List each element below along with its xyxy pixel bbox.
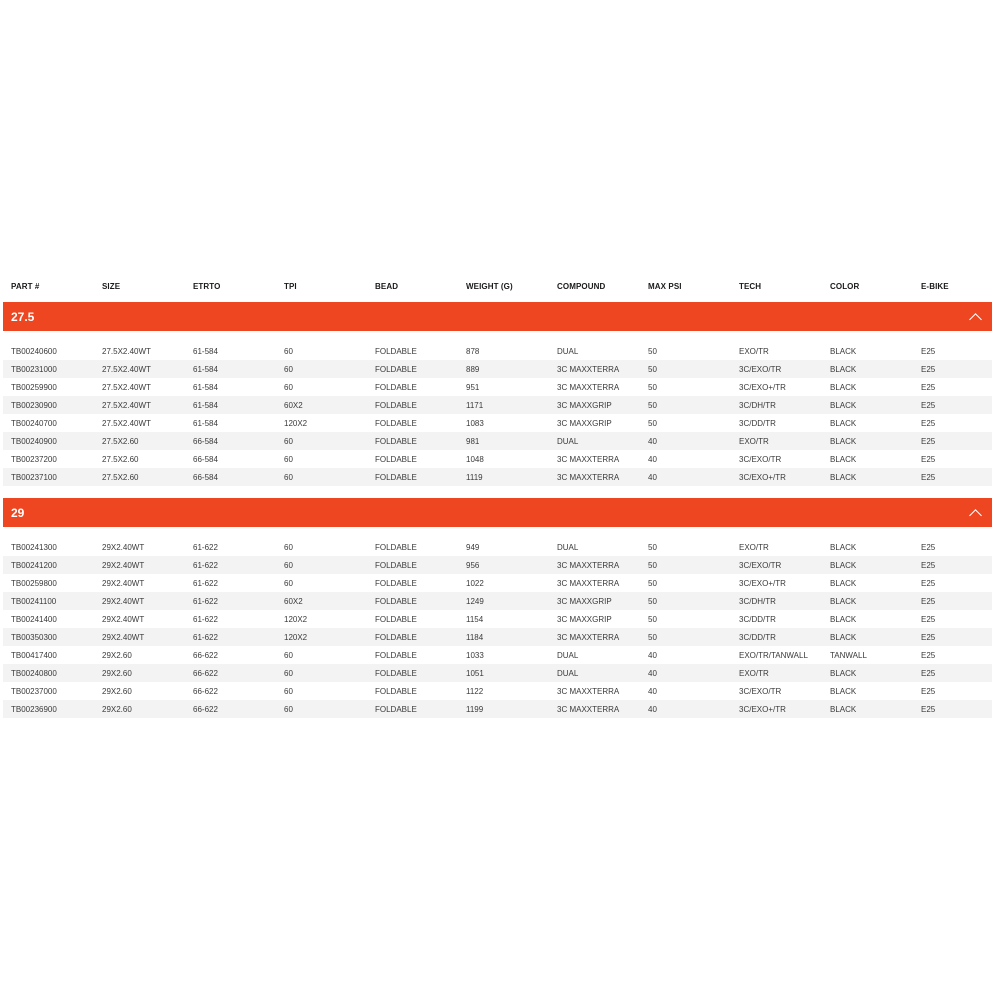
table-cell: 29X2.60 [102, 650, 132, 660]
table-cell: 29X2.60 [102, 704, 132, 714]
table-cell: BLACK [830, 454, 857, 464]
table-cell: 3C/EXO+/TR [739, 704, 786, 714]
table-cell: 1154 [466, 614, 484, 624]
table-cell: 50 [648, 560, 657, 570]
table-cell: FOLDABLE [375, 346, 417, 356]
table-cell: BLACK [830, 704, 857, 714]
table-cell: 3C MAXXTERRA [557, 632, 620, 642]
table-cell: 3C MAXXTERRA [557, 472, 620, 482]
table-cell: 120X2 [284, 418, 308, 428]
table-cell: TB00237000 [11, 686, 57, 696]
table-row [3, 396, 992, 414]
group-rows [3, 342, 992, 486]
table-cell: 66-622 [193, 668, 218, 678]
table-cell: FOLDABLE [375, 382, 417, 392]
table-cell: 3C/EXO+/TR [739, 472, 786, 482]
table-cell: 120X2 [284, 632, 308, 642]
table-cell: 60 [284, 578, 293, 588]
table-cell: TB00259900 [11, 382, 57, 392]
table-cell: E25 [921, 686, 936, 696]
table-cell: E25 [921, 560, 936, 570]
table-cell: FOLDABLE [375, 614, 417, 624]
table-cell: 50 [648, 578, 657, 588]
table-cell: 50 [648, 400, 657, 410]
tire-spec-table [3, 276, 992, 730]
column-header-compound: COMPOUND [557, 282, 606, 291]
table-cell: 1051 [466, 668, 484, 678]
table-cell: 3C/EXO/TR [739, 560, 782, 570]
table-cell: E25 [921, 542, 936, 552]
table-cell: 120X2 [284, 614, 308, 624]
table-cell: E25 [921, 704, 936, 714]
column-header-weight: WEIGHT (G) [466, 282, 513, 291]
table-cell: 1022 [466, 578, 484, 588]
table-row [3, 682, 992, 700]
group-rows [3, 538, 992, 718]
table-cell: BLACK [830, 418, 857, 428]
table-cell: 60 [284, 382, 293, 392]
table-cell: FOLDABLE [375, 542, 417, 552]
table-cell: 3C/EXO/TR [739, 686, 782, 696]
table-cell: 27.5X2.40WT [102, 382, 151, 392]
table-cell: FOLDABLE [375, 472, 417, 482]
table-row [3, 610, 992, 628]
table-cell: 1122 [466, 686, 484, 696]
table-cell: TB00240600 [11, 346, 57, 356]
table-cell: E25 [921, 650, 936, 660]
table-cell: FOLDABLE [375, 400, 417, 410]
column-header-tech: TECH [739, 282, 762, 291]
table-cell: 949 [466, 542, 480, 552]
table-cell: FOLDABLE [375, 686, 417, 696]
table-cell: 50 [648, 614, 657, 624]
table-cell: 61-622 [193, 596, 218, 606]
table-cell: 66-584 [193, 472, 218, 482]
table-row [3, 538, 992, 556]
table-cell: 3C/DD/TR [739, 418, 776, 428]
column-header-size: SIZE [102, 282, 121, 291]
table-cell: 1083 [466, 418, 484, 428]
table-cell: 889 [466, 364, 480, 374]
group-section-29 [3, 498, 992, 718]
table-cell: BLACK [830, 632, 857, 642]
chevron-up-icon[interactable] [969, 313, 982, 326]
table-cell: 1199 [466, 704, 484, 714]
table-cell: 61-622 [193, 632, 218, 642]
table-cell: 60 [284, 454, 293, 464]
table-cell: E25 [921, 472, 936, 482]
table-cell: BLACK [830, 472, 857, 482]
chevron-up-icon[interactable] [969, 509, 982, 522]
table-cell: 3C MAXXTERRA [557, 382, 620, 392]
table-cell: TB00236900 [11, 704, 57, 714]
table-cell: 3C MAXXGRIP [557, 614, 612, 624]
group-toggle-29[interactable] [3, 498, 992, 527]
table-cell: TB00240800 [11, 668, 57, 678]
table-cell: 61-584 [193, 382, 218, 392]
table-cell: TB00240900 [11, 436, 57, 446]
table-cell: 61-584 [193, 400, 218, 410]
table-cell: TANWALL [830, 650, 867, 660]
table-cell: TB00231000 [11, 364, 57, 374]
table-cell: 61-622 [193, 542, 218, 552]
table-cell: 61-584 [193, 346, 218, 356]
table-cell: TB00350300 [11, 632, 57, 642]
table-cell: BLACK [830, 578, 857, 588]
table-cell: FOLDABLE [375, 650, 417, 660]
column-header-etrto: ETRTO [193, 282, 221, 291]
table-cell: 29X2.60 [102, 668, 132, 678]
table-cell: 1048 [466, 454, 484, 464]
table-cell: 60 [284, 436, 293, 446]
table-cell: 66-584 [193, 436, 218, 446]
table-cell: 29X2.60 [102, 686, 132, 696]
table-cell: 27.5X2.40WT [102, 418, 151, 428]
table-cell: 60 [284, 542, 293, 552]
table-cell: TB00417400 [11, 650, 57, 660]
table-cell: 66-622 [193, 650, 218, 660]
table-cell: 61-622 [193, 614, 218, 624]
table-cell: 3C/DD/TR [739, 632, 776, 642]
table-cell: 40 [648, 704, 657, 714]
table-cell: TB00230900 [11, 400, 57, 410]
table-row [3, 646, 992, 664]
table-cell: 27.5X2.60 [102, 436, 139, 446]
table-cell: FOLDABLE [375, 596, 417, 606]
group-title: 29 [11, 505, 25, 520]
table-cell: 3C MAXXTERRA [557, 364, 620, 374]
table-cell: E25 [921, 632, 936, 642]
table-cell: EXO/TR [739, 346, 769, 356]
table-row [3, 432, 992, 450]
table-cell: FOLDABLE [375, 436, 417, 446]
table-cell: 60 [284, 560, 293, 570]
table-cell: TB00259800 [11, 578, 57, 588]
table-cell: 50 [648, 542, 657, 552]
table-cell: TB00240700 [11, 418, 57, 428]
table-cell: 61-622 [193, 560, 218, 570]
table-row [3, 664, 992, 682]
table-cell: 3C MAXXGRIP [557, 400, 612, 410]
table-cell: 50 [648, 346, 657, 356]
table-row [3, 414, 992, 432]
table-row [3, 342, 992, 360]
table-cell: 3C/EXO+/TR [739, 578, 786, 588]
table-cell: 66-622 [193, 704, 218, 714]
group-section-27-5 [3, 302, 992, 486]
table-cell: EXO/TR [739, 542, 769, 552]
table-cell: 956 [466, 560, 480, 570]
column-header-bead: BEAD [375, 282, 399, 291]
table-cell: FOLDABLE [375, 578, 417, 588]
table-cell: DUAL [557, 436, 579, 446]
table-cell: DUAL [557, 668, 579, 678]
table-cell: 1184 [466, 632, 484, 642]
table-cell: 27.5X2.40WT [102, 346, 151, 356]
table-cell: 61-584 [193, 364, 218, 374]
table-cell: 40 [648, 686, 657, 696]
table-cell: E25 [921, 382, 936, 392]
table-cell: 50 [648, 632, 657, 642]
table-cell: FOLDABLE [375, 418, 417, 428]
table-cell: EXO/TR/TANWALL [739, 650, 808, 660]
table-cell: BLACK [830, 668, 857, 678]
table-cell: 27.5X2.60 [102, 472, 139, 482]
table-cell: E25 [921, 578, 936, 588]
table-cell: 29X2.40WT [102, 614, 145, 624]
column-header-tpi: TPI [284, 282, 297, 291]
table-cell: 61-622 [193, 578, 218, 588]
table-cell: E25 [921, 364, 936, 374]
table-cell: 66-584 [193, 454, 218, 464]
table-cell: FOLDABLE [375, 668, 417, 678]
table-cell: 981 [466, 436, 480, 446]
table-cell: EXO/TR [739, 668, 769, 678]
table-cell: 40 [648, 454, 657, 464]
table-cell: 60 [284, 704, 293, 714]
table-cell: 60 [284, 686, 293, 696]
table-cell: TB00241200 [11, 560, 57, 570]
table-cell: 3C MAXXTERRA [557, 686, 620, 696]
column-header-part: PART # [11, 282, 40, 291]
table-row [3, 556, 992, 574]
table-cell: 951 [466, 382, 480, 392]
table-cell: 29X2.40WT [102, 578, 145, 588]
table-cell: 1249 [466, 596, 484, 606]
table-cell: FOLDABLE [375, 560, 417, 570]
table-cell: 60X2 [284, 596, 303, 606]
table-cell: 60 [284, 650, 293, 660]
table-cell: BLACK [830, 400, 857, 410]
table-cell: 29X2.40WT [102, 596, 145, 606]
table-row [3, 450, 992, 468]
table-row [3, 468, 992, 486]
table-cell: 50 [648, 418, 657, 428]
table-cell: 1119 [466, 472, 483, 482]
table-cell: 3C MAXXTERRA [557, 560, 620, 570]
table-row [3, 700, 992, 718]
table-cell: 27.5X2.40WT [102, 364, 151, 374]
table-cell: 60 [284, 668, 293, 678]
table-cell: 3C/DD/TR [739, 614, 776, 624]
table-row [3, 360, 992, 378]
table-cell: 40 [648, 668, 657, 678]
group-toggle-27-5[interactable] [3, 302, 992, 331]
table-cell: BLACK [830, 596, 857, 606]
table-cell: E25 [921, 346, 936, 356]
table-cell: 3C/EXO+/TR [739, 382, 786, 392]
table-cell: 50 [648, 364, 657, 374]
table-cell: BLACK [830, 436, 857, 446]
table-cell: 40 [648, 472, 657, 482]
table-cell: E25 [921, 596, 936, 606]
table-cell: BLACK [830, 686, 857, 696]
table-cell: 3C/DH/TR [739, 596, 776, 606]
table-cell: DUAL [557, 542, 579, 552]
table-cell: E25 [921, 418, 936, 428]
table-header [3, 276, 992, 297]
group-title: 27.5 [11, 309, 35, 324]
table-cell: 60X2 [284, 400, 303, 410]
table-cell: E25 [921, 454, 936, 464]
table-cell: 29X2.40WT [102, 542, 145, 552]
table-cell: BLACK [830, 614, 857, 624]
table-cell: BLACK [830, 382, 857, 392]
table-cell: 3C/EXO/TR [739, 454, 782, 464]
table-cell: 66-622 [193, 686, 218, 696]
table-cell: DUAL [557, 346, 579, 356]
table-cell: 29X2.40WT [102, 560, 145, 570]
table-cell: DUAL [557, 650, 579, 660]
table-cell: 27.5X2.60 [102, 454, 139, 464]
table-row [3, 592, 992, 610]
table-cell: E25 [921, 400, 936, 410]
table-cell: 40 [648, 650, 657, 660]
column-header-color: COLOR [830, 282, 860, 291]
table-cell: 3C MAXXTERRA [557, 578, 620, 588]
table-cell: FOLDABLE [375, 454, 417, 464]
table-cell: 3C/DH/TR [739, 400, 776, 410]
column-header-max-psi: MAX PSI [648, 282, 682, 291]
table-cell: BLACK [830, 346, 857, 356]
table-cell: 50 [648, 596, 657, 606]
table-cell: BLACK [830, 560, 857, 570]
table-cell: 3C MAXXTERRA [557, 704, 620, 714]
table-cell: 40 [648, 436, 657, 446]
table-row [3, 378, 992, 396]
table-cell: 3C MAXXGRIP [557, 596, 612, 606]
table-row [3, 628, 992, 646]
table-cell: 61-584 [193, 418, 218, 428]
table-cell: 1033 [466, 650, 484, 660]
table-cell: 3C MAXXGRIP [557, 418, 612, 428]
column-header-ebike: E-BIKE [921, 282, 949, 291]
table-cell: EXO/TR [739, 436, 769, 446]
table-cell: FOLDABLE [375, 704, 417, 714]
table-row [3, 574, 992, 592]
table-cell: 50 [648, 382, 657, 392]
table-cell: BLACK [830, 542, 857, 552]
table-cell: FOLDABLE [375, 632, 417, 642]
table-cell: FOLDABLE [375, 364, 417, 374]
table-cell: 29X2.40WT [102, 632, 145, 642]
table-cell: TB00241400 [11, 614, 57, 624]
table-cell: TB00237200 [11, 454, 57, 464]
table-cell: 60 [284, 472, 293, 482]
table-cell: 3C/EXO/TR [739, 364, 782, 374]
table-cell: 60 [284, 346, 293, 356]
table-cell: E25 [921, 614, 936, 624]
table-cell: TB00237100 [11, 472, 57, 482]
table-cell: 27.5X2.40WT [102, 400, 151, 410]
table-cell: 1171 [466, 400, 484, 410]
table-cell: E25 [921, 436, 936, 446]
table-cell: 878 [466, 346, 480, 356]
table-cell: 60 [284, 364, 293, 374]
table-cell: TB00241300 [11, 542, 57, 552]
table-cell: E25 [921, 668, 936, 678]
table-cell: BLACK [830, 364, 857, 374]
table-cell: TB00241100 [11, 596, 57, 606]
table-cell: 3C MAXXTERRA [557, 454, 620, 464]
